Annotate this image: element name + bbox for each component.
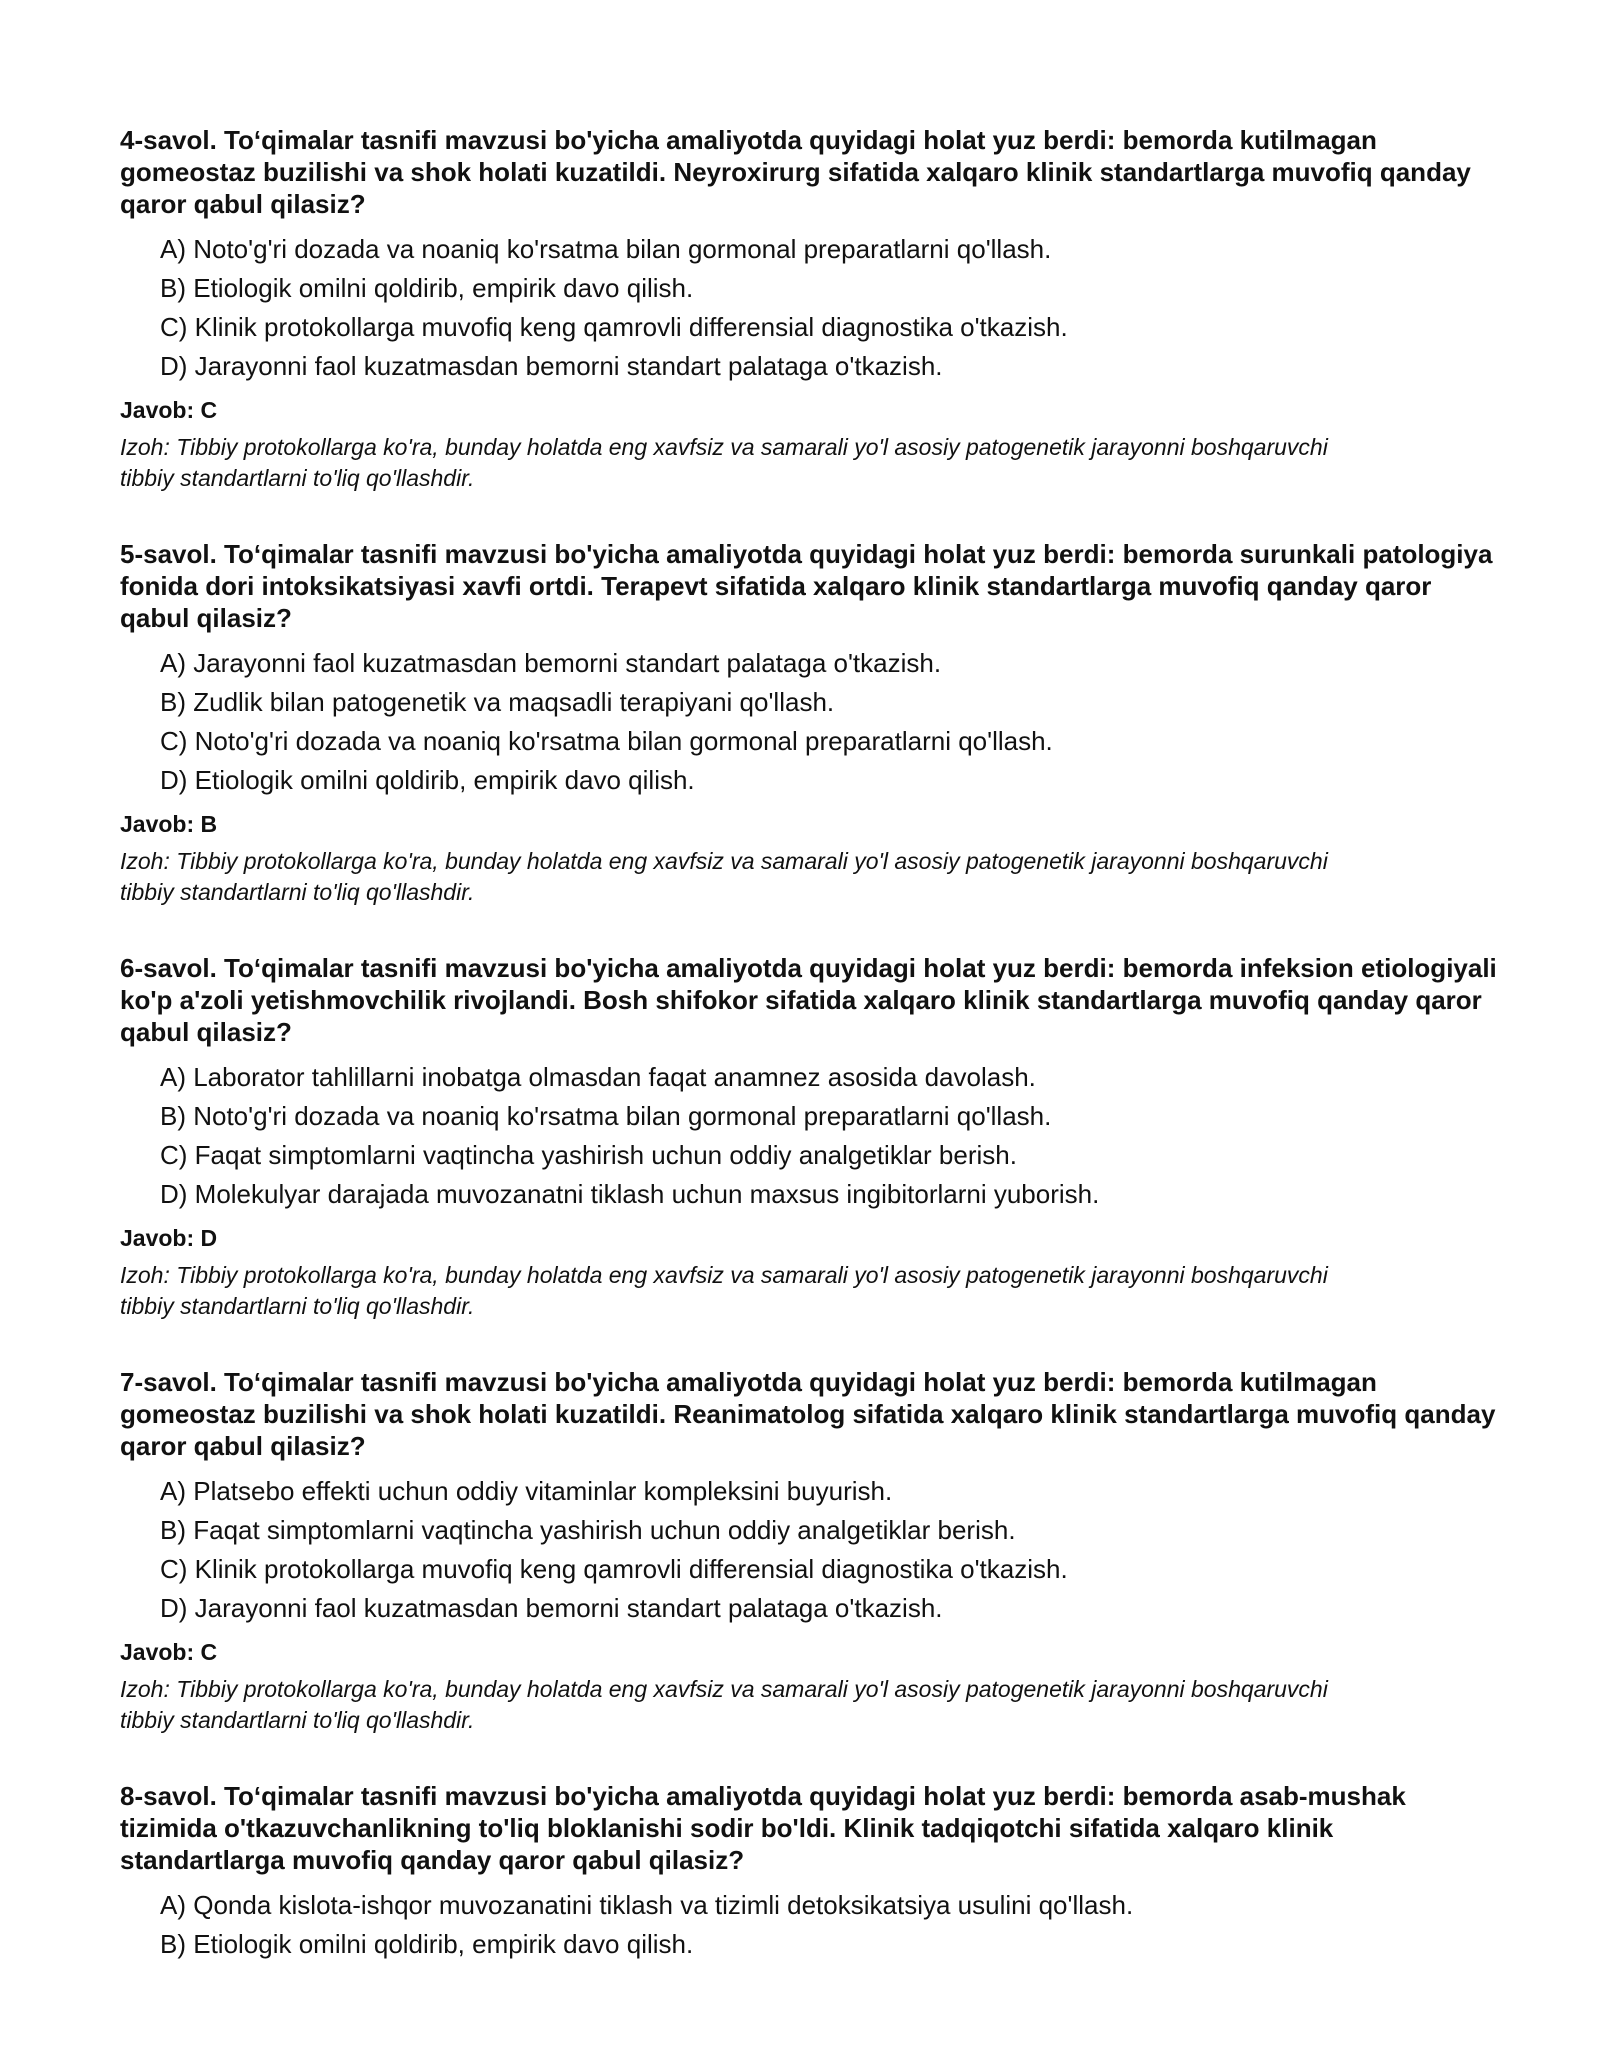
answer-label: Javob: C xyxy=(120,397,218,423)
option-d: D) Jarayonni faol kuzatmasdan bemorni standart palataga o'tkazish. xyxy=(160,351,943,381)
answer-label: Javob: C xyxy=(120,1639,218,1665)
option-c: C) Noto'g'ri dozada va noaniq ko'rsatma bilan gormonal preparatlarni qo'llash. xyxy=(160,726,1053,756)
question-title: 7-savol. To‘qimalar tasnifi mavzusi bo'yicha amaliyotda quyidagi holat yuz berdi: bemorda kutilmagan gomeostaz buzilishi va shok holati kuzatildi. Reanimatolog sifatida xalqaro klinik standartlarga muvofiq qanday qaror qabul qilasiz? xyxy=(120,1367,1496,1461)
document-page xyxy=(120,124,1500,2008)
option-list xyxy=(120,644,1500,800)
question-block xyxy=(120,538,1500,908)
option-list xyxy=(120,230,1500,386)
answer-label: Javob: B xyxy=(120,811,218,837)
question-title: 8-savol. To‘qimalar tasnifi mavzusi bo'yicha amaliyotda quyidagi holat yuz berdi: bemorda asab-mushak tizimida o'tkazuvchanlikning to'liq bloklanishi sodir bo'ldi. Klinik tadqiqotchi sifatida xalqaro klinik standartlarga muvofiq qanday qaror qabul qilasiz? xyxy=(120,1781,1406,1875)
option-c: C) Klinik protokollarga muvofiq keng qamrovli differensial diagnostika o'tkazish. xyxy=(160,312,1068,342)
option-d: D) Jarayonni faol kuzatmasdan bemorni standart palataga o'tkazish. xyxy=(160,1593,943,1623)
explanation-note: Izoh: Tibbiy protokollarga ko'ra, bunday holatda eng xavfsiz va samarali yo'l asosiy patogenetik jarayonni boshqaruvchi tibbiy standartlarni to'liq qo'llashdir. xyxy=(120,434,1328,491)
option-a: A) Laborator tahlillarni inobatga olmasdan faqat anamnez asosida davolash. xyxy=(160,1062,1036,1092)
option-d: D) Molekulyar darajada muvozanatni tiklash uchun maxsus ingibitorlarni yuborish. xyxy=(160,1179,1100,1209)
option-d: D) Etiologik omilni qoldirib, empirik davo qilish. xyxy=(160,765,695,795)
option-a: A) Qonda kislota-ishqor muvozanatini tiklash va tizimli detoksikatsiya usulini qo'llash. xyxy=(160,1890,1134,1920)
question-title: 5-savol. To‘qimalar tasnifi mavzusi bo'yicha amaliyotda quyidagi holat yuz berdi: bemorda surunkali patologiya fonida dori intoksikatsiyasi xavfi ortdi. Terapevt sifatida xalqaro klinik standartlarga muvofiq qanday qaror qabul qilasiz? xyxy=(120,539,1493,633)
question-title: 6-savol. To‘qimalar tasnifi mavzusi bo'yicha amaliyotda quyidagi holat yuz berdi: bemorda infeksion etiologiyali ko'p a'zoli yetishmovchilik rivojlandi. Bosh shifokor sifatida xalqaro klinik standartlarga muvofiq qanday qaror qabul qilasiz? xyxy=(120,953,1497,1047)
question-block xyxy=(120,1366,1500,1736)
explanation-note: Izoh: Tibbiy protokollarga ko'ra, bunday holatda eng xavfsiz va samarali yo'l asosiy patogenetik jarayonni boshqaruvchi tibbiy standartlarni to'liq qo'llashdir. xyxy=(120,848,1328,905)
question-block xyxy=(120,1780,1500,1964)
option-b: B) Faqat simptomlarni vaqtincha yashirish uchun oddiy analgetiklar berish. xyxy=(160,1515,1016,1545)
option-b: B) Etiologik omilni qoldirib, empirik davo qilish. xyxy=(160,273,694,303)
answer-label: Javob: D xyxy=(120,1225,218,1251)
option-list xyxy=(120,1886,1500,1964)
question-block xyxy=(120,124,1500,494)
option-a: A) Jarayonni faol kuzatmasdan bemorni standart palataga o'tkazish. xyxy=(160,648,942,678)
option-a: A) Noto'g'ri dozada va noaniq ko'rsatma bilan gormonal preparatlarni qo'llash. xyxy=(160,234,1052,264)
question-title: 4-savol. To‘qimalar tasnifi mavzusi bo'yicha amaliyotda quyidagi holat yuz berdi: bemorda kutilmagan gomeostaz buzilishi va shok holati kuzatildi. Neyroxirurg sifatida xalqaro klinik standartlarga muvofiq qanday qaror qabul qilasiz? xyxy=(120,125,1471,219)
option-b: B) Noto'g'ri dozada va noaniq ko'rsatma bilan gormonal preparatlarni qo'llash. xyxy=(160,1101,1052,1131)
option-list xyxy=(120,1472,1500,1628)
option-b: B) Etiologik omilni qoldirib, empirik davo qilish. xyxy=(160,1929,694,1959)
explanation-note: Izoh: Tibbiy protokollarga ko'ra, bunday holatda eng xavfsiz va samarali yo'l asosiy patogenetik jarayonni boshqaruvchi tibbiy standartlarni to'liq qo'llashdir. xyxy=(120,1676,1328,1733)
explanation-note: Izoh: Tibbiy protokollarga ko'ra, bunday holatda eng xavfsiz va samarali yo'l asosiy patogenetik jarayonni boshqaruvchi tibbiy standartlarni to'liq qo'llashdir. xyxy=(120,1262,1328,1319)
option-b: B) Zudlik bilan patogenetik va maqsadli terapiyani qo'llash. xyxy=(160,687,835,717)
option-c: C) Klinik protokollarga muvofiq keng qamrovli differensial diagnostika o'tkazish. xyxy=(160,1554,1068,1584)
question-block xyxy=(120,952,1500,1322)
option-list xyxy=(120,1058,1500,1214)
option-c: C) Faqat simptomlarni vaqtincha yashirish uchun oddiy analgetiklar berish. xyxy=(160,1140,1017,1170)
option-a: A) Platsebo effekti uchun oddiy vitaminlar kompleksini buyurish. xyxy=(160,1476,893,1506)
